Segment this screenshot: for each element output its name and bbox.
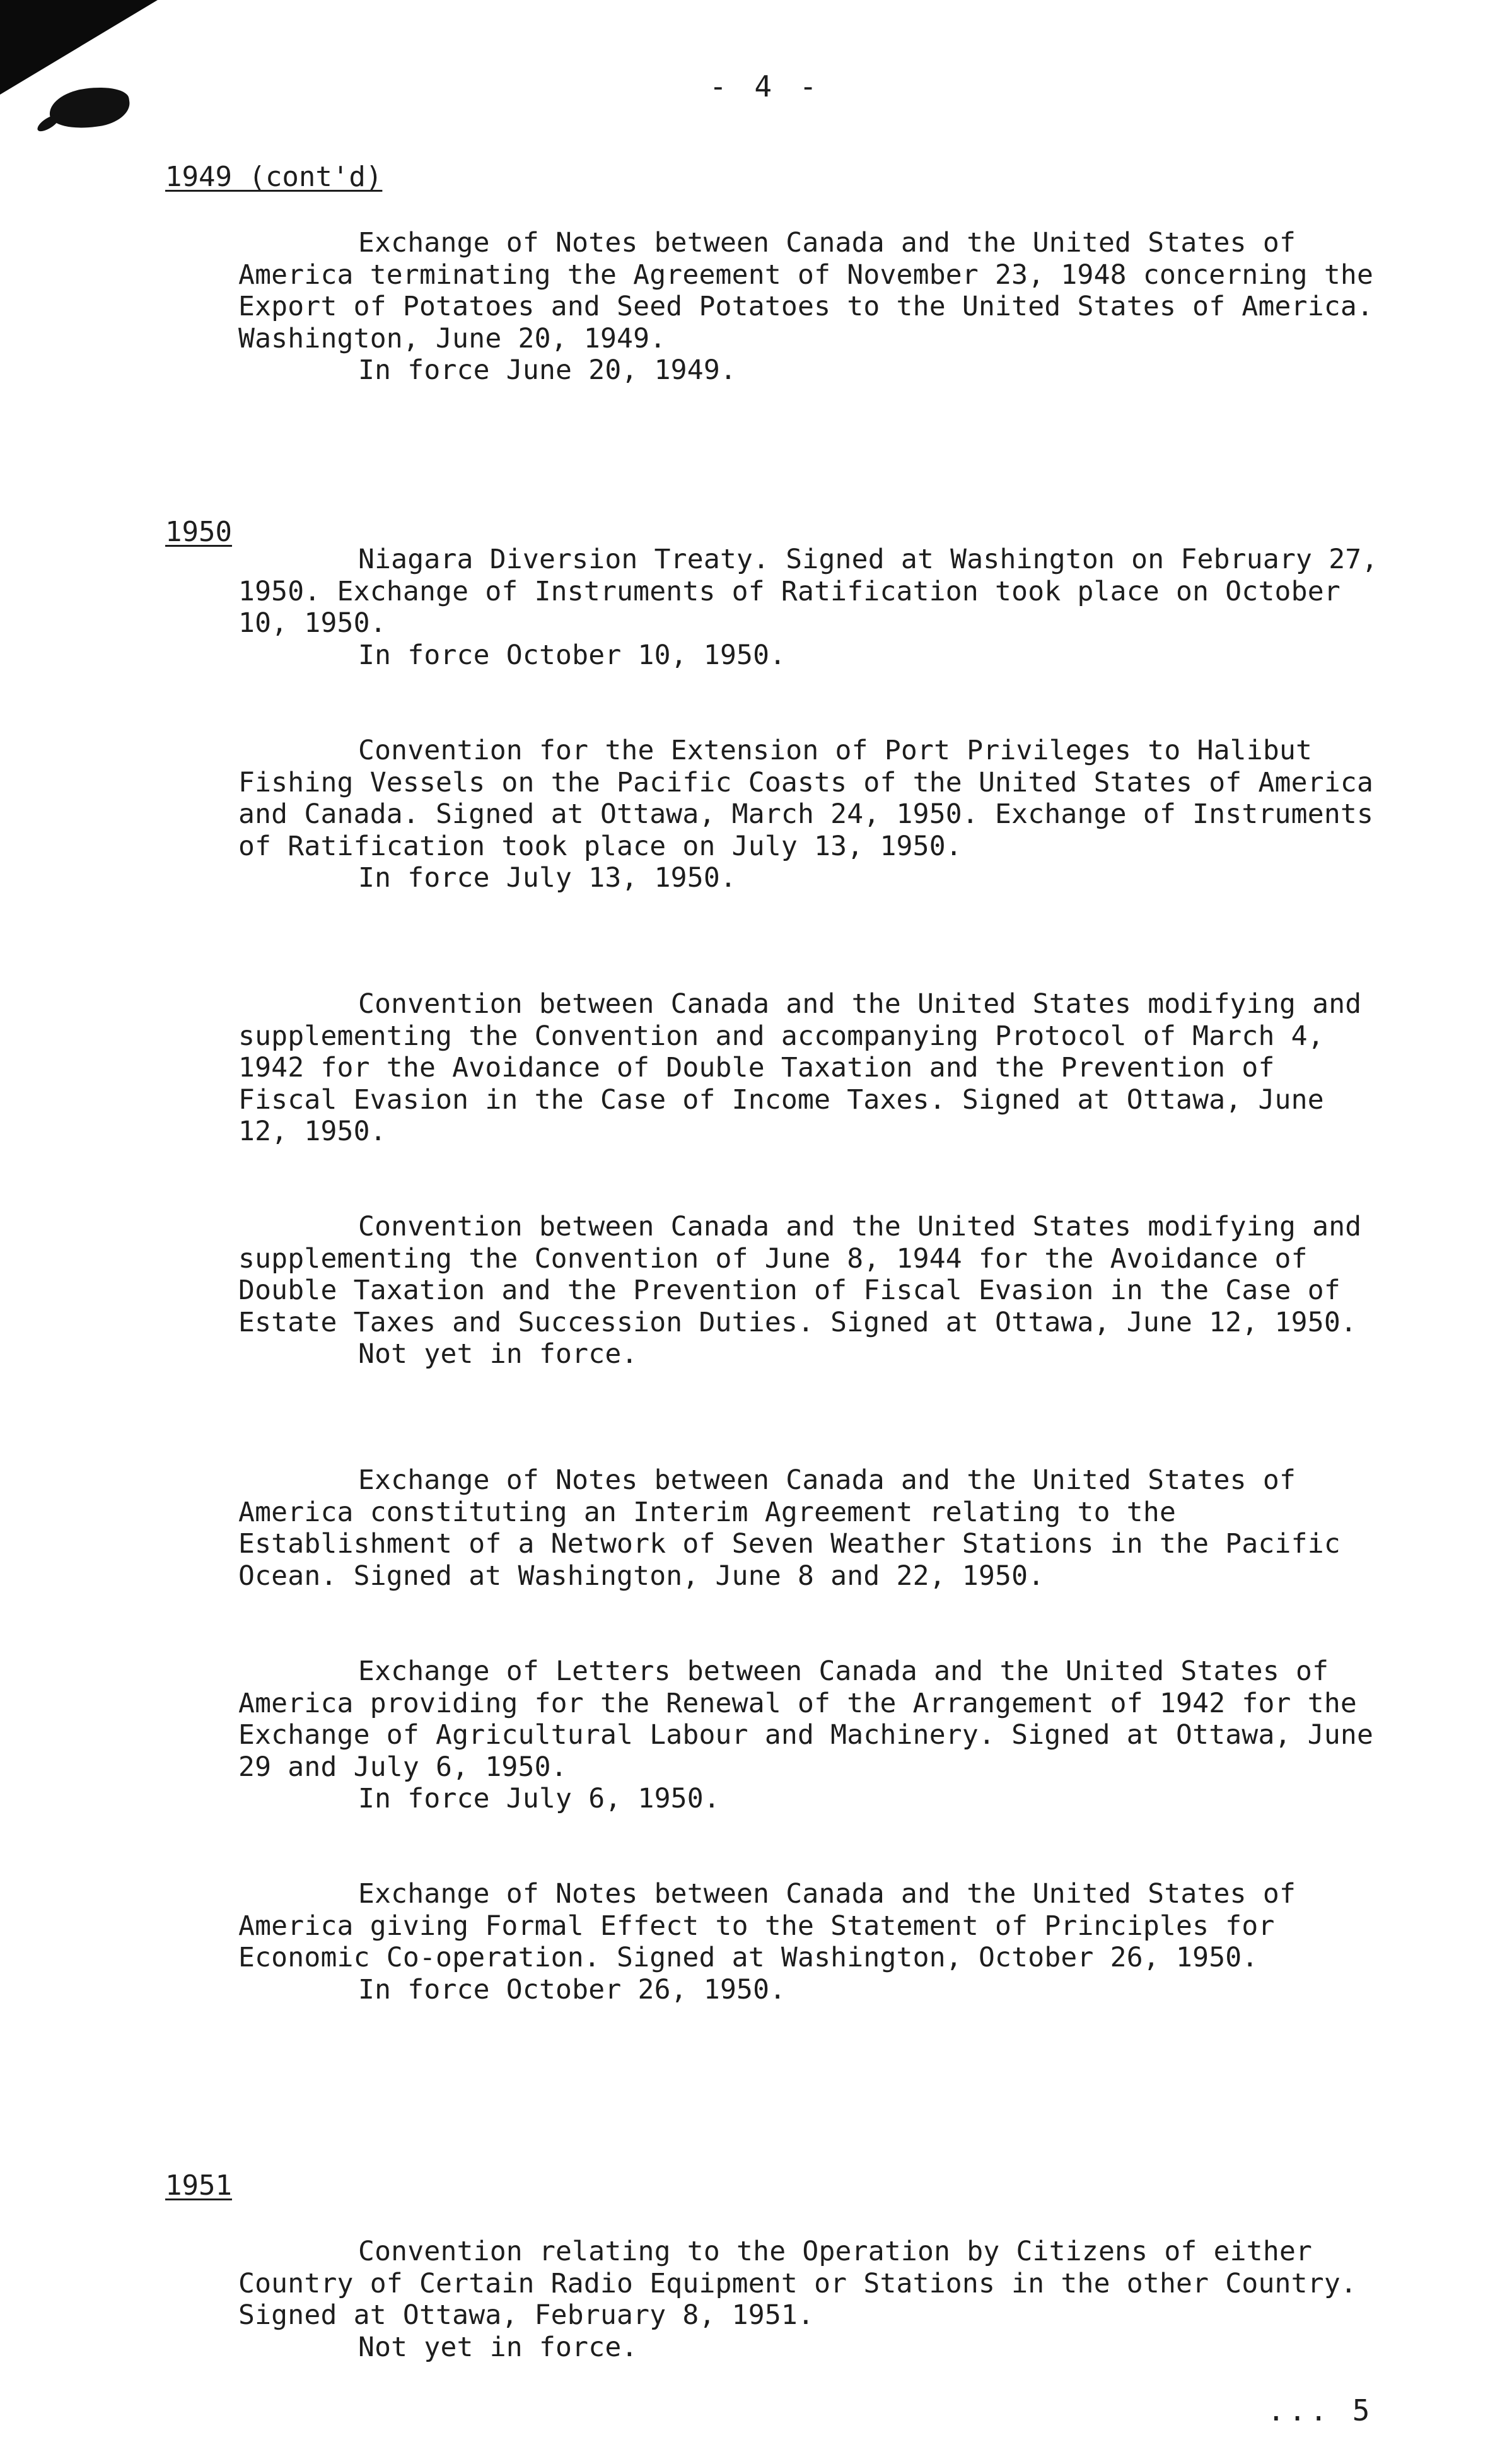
entry-text: Convention between Canada and the United States modifying and supplementing the Convention and accompanying Protocol of March 4, 1942 for the Avoidance of Double Taxation and the Prevention of Fiscal Evasion in the Case of Income Taxes. Signed at Ottawa, June 12, 1950. [238, 988, 1362, 1147]
treaty-entry-weather-stations [238, 1464, 1386, 1592]
entry-text: Niagara Diversion Treaty. Signed at Washington on February 27, 1950. Exchange of Instruments of Ratification took place on October 10, 1950. [238, 544, 1378, 639]
treaty-entry-potatoes [238, 227, 1386, 387]
treaty-entry-income-taxes [238, 988, 1386, 1148]
entry-text: Exchange of Notes between Canada and the United States of America constituting an Interim Agreement relating to the Establishment of a Network of Seven Weather Stations in the Pacific Ocean. Signed at Washington, June 8 and 22, 1950. [238, 1464, 1340, 1592]
year-heading-1951: 1951 [165, 2169, 232, 2202]
entry-text: Convention for the Extension of Port Privileges to Halibut Fishing Vessels on the Pacific Coasts of the United States of America and Canada. Signed at Ottawa, March 24, 1950. Exchange of Instruments of Ratification took place on July 13, 1950. [238, 735, 1374, 862]
entry-status: In force October 10, 1950. [358, 639, 786, 671]
entry-status: In force October 26, 1950. [358, 1973, 786, 2006]
entry-text: Exchange of Notes between Canada and the United States of America giving Formal Effect to the Statement of Principles for Economic Co-operation. Signed at Washington, October 26, 1950. [238, 1878, 1296, 1973]
treaty-entry-halibut [238, 735, 1386, 894]
year-heading-1949: 1949 (cont'd) [165, 161, 383, 193]
year-heading-1950: 1950 [165, 516, 232, 548]
treaty-entry-radio-equipment [238, 2236, 1386, 2363]
next-page-indicator: ... 5 [1267, 2393, 1374, 2427]
treaty-entry-estate-taxes [238, 1211, 1386, 1370]
dark-corner-mark [0, 0, 158, 95]
treaty-entry-niagara [238, 544, 1386, 671]
entry-text: Exchange of Notes between Canada and the United States of America terminating the Agreement of November 23, 1948 concerning the Export of Potatoes and Seed Potatoes to the United States of America. Washington, June 20, 1949. [238, 227, 1374, 354]
entry-text: Exchange of Letters between Canada and the United States of America providing for the Renewal of the Arrangement of 1942 for the Exchange of Agricultural Labour and Machinery. Signed at Ottawa, June 29 and July 6, 1950. [238, 1655, 1374, 1783]
treaty-entry-economic-cooperation [238, 1878, 1386, 2006]
entry-status: In force July 13, 1950. [358, 862, 737, 894]
entry-text: Convention between Canada and the United States modifying and supplementing the Convention of June 8, 1944 for the Avoidance of Double Taxation and the Prevention of Fiscal Evasion in the Case of Estate Taxes and Succession Duties. Signed at Ottawa, June 12, 1950. [238, 1211, 1362, 1338]
entry-status: Not yet in force. [358, 2331, 638, 2363]
entry-status: Not yet in force. [358, 1338, 638, 1370]
entry-text: Convention relating to the Operation by Citizens of either Country of Certain Radio Equipment or Stations in the other Country. Signed at Ottawa, February 8, 1951. [238, 2236, 1357, 2331]
entry-status: In force June 20, 1949. [358, 354, 737, 386]
entry-status: In force July 6, 1950. [358, 1783, 720, 1814]
page-number: - 4 - [709, 69, 822, 103]
treaty-entry-agricultural-labour [238, 1655, 1386, 1815]
